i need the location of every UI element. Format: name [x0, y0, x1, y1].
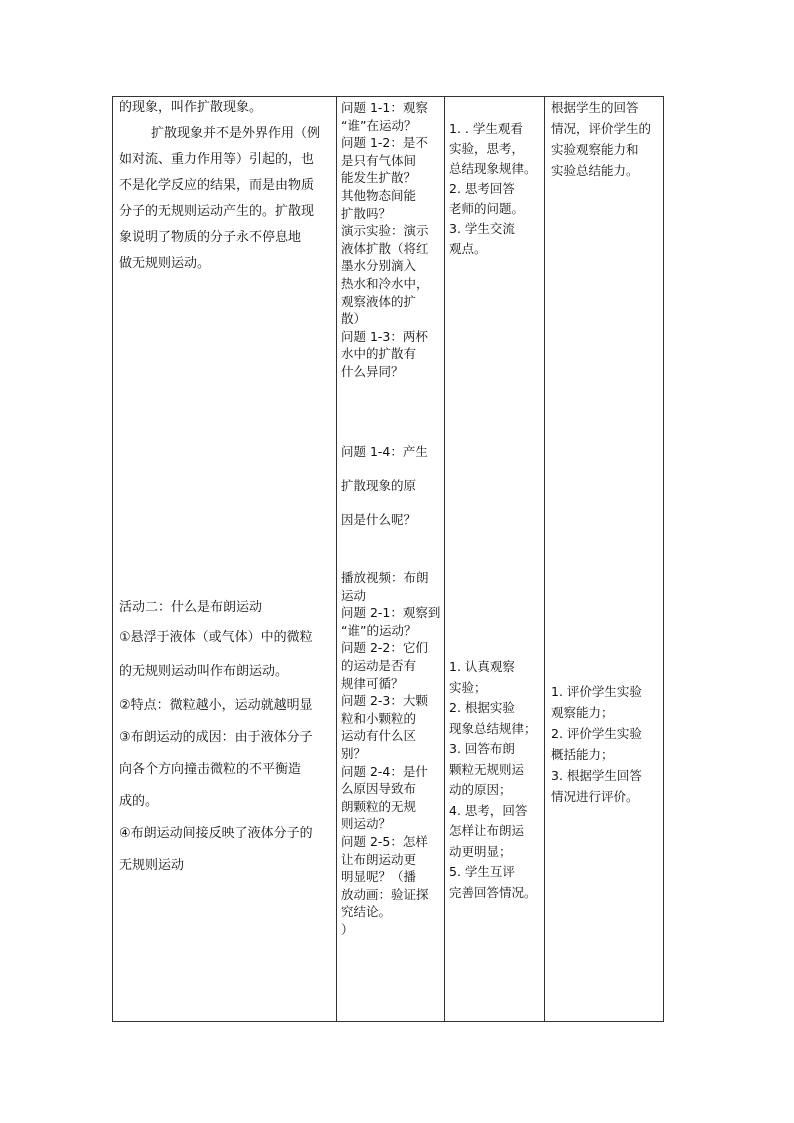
student-line: 3. 回答布朗	[449, 741, 515, 756]
question-line: 扩散吗？	[341, 205, 392, 221]
student-line: 观点。	[449, 241, 487, 256]
video-line: 播放视频：布朗	[341, 570, 429, 585]
student-line: 完善回答情况。	[449, 884, 537, 900]
question-line: 问题 2-3：大颗	[341, 693, 428, 709]
student-line: 现象总结规律；	[449, 720, 537, 736]
question-line: 是只有气体间	[341, 152, 417, 168]
question-line: 放动画：验证探	[341, 886, 429, 902]
content-column	[119, 97, 333, 1021]
student-line: 颗粒无规则运	[449, 761, 525, 777]
question-line: 什么异同？	[341, 363, 404, 379]
question-line: 的运动是否有	[341, 657, 417, 673]
assessment-line: 3. 根据学生回答	[551, 768, 642, 783]
content-line: 如对流、重力作用等）引起的，也	[119, 152, 315, 167]
question-line: 因是什么呢？	[341, 512, 417, 527]
question-line: 问题 2-1：观察到	[341, 605, 441, 621]
question-line: 运动有什么区	[341, 728, 417, 744]
student-line: 3. 学生交流	[449, 221, 515, 236]
assessment-line: 1. 评价学生实验	[551, 684, 642, 699]
question-line: 则运动？	[341, 816, 392, 832]
question-line: 让布朗运动更	[341, 851, 417, 867]
content-line: 象说明了物质的分子永不停息地	[119, 230, 302, 245]
activity-heading: 活动二：什么是布朗运动	[119, 600, 263, 615]
student-line: 2. 思考回答	[449, 181, 515, 196]
assessment-line: 实验总结能力。	[551, 163, 639, 178]
student-line: 怎样让布朗运	[449, 823, 525, 838]
content-line: 向各个方向撞击微粒的不平衡造	[119, 762, 302, 777]
content-line: 无规则运动	[119, 858, 185, 873]
question-line: “谁”的运动？	[341, 622, 417, 638]
content-line: ④布朗运动间接反映了液体分子的	[119, 826, 313, 841]
content-line: 扩散现象并不是外界作用（例	[151, 126, 321, 141]
teacher-activity-block-1	[341, 99, 429, 381]
question-line: 水中的扩散有	[341, 346, 417, 362]
demo-line: 墨水分别滴入	[341, 258, 417, 274]
content-line: 做无规则运动。	[119, 256, 211, 271]
demo-line: 液体扩散（将红	[341, 240, 429, 256]
student-line: 实验；	[449, 679, 487, 695]
question-line: 问题 1-3：两杯	[341, 328, 428, 344]
student-line: 5. 学生互评	[449, 864, 515, 879]
assessment-line: 2. 评价学生实验	[551, 726, 642, 741]
question-line: 问题 2-4：是什	[341, 763, 428, 779]
question-line: 其他物态间能	[341, 187, 417, 203]
video-line: 运动	[341, 587, 367, 603]
question-line: 究结论。	[341, 904, 392, 920]
question-line: 么原因导致布	[341, 781, 417, 797]
content-line: 的无规则运动叫作布朗运动。	[119, 664, 289, 679]
assessment-column	[551, 97, 663, 1021]
question-line: 规律可循？	[341, 675, 404, 691]
demo-line: 热水和冷水中，	[341, 275, 429, 291]
question-line: 问题 1-1：观察	[341, 100, 428, 115]
demo-line: 散）	[341, 311, 367, 327]
content-line: ②特点：微粒越小，运动就越明显	[119, 698, 313, 713]
teacher-activity-block-1b	[341, 435, 428, 537]
content-line: 的现象，叫作扩散现象。	[119, 100, 263, 115]
demo-line: 观察液体的扩	[341, 293, 417, 309]
lesson-table	[112, 96, 664, 1022]
assessment-line: 观察能力；	[551, 705, 614, 720]
question-line: 能发生扩散？	[341, 170, 417, 186]
student-line: 总结现象规律。	[449, 161, 537, 176]
assessment-block-2	[551, 681, 642, 807]
question-line: 问题 1-4：产生	[341, 444, 428, 459]
assessment-line: 情况进行评价。	[551, 789, 639, 804]
column-divider	[544, 97, 545, 1021]
question-line: 扩散现象的原	[341, 478, 417, 493]
content-line: 不是化学反应的结果，而是由物质	[119, 178, 315, 193]
question-line: “谁”在运动？	[341, 117, 417, 133]
question-line: 问题 1-2：是不	[341, 135, 428, 151]
question-line: 粒和小颗粒的	[341, 710, 417, 726]
column-divider	[444, 97, 445, 1021]
assessment-block-1	[551, 97, 651, 181]
student-line: 1. 认真观察	[449, 659, 515, 674]
student-line: 实验，思考，	[449, 141, 525, 156]
student-line: 动的原因；	[449, 782, 512, 797]
question-line: 别？	[341, 745, 367, 761]
student-activity-block-2	[449, 657, 537, 903]
student-line: 2. 根据实验	[449, 700, 515, 715]
demo-line: 演示实验：演示	[341, 223, 429, 239]
student-line: 4. 思考，回答	[449, 802, 528, 818]
content-line: 成的。	[119, 794, 159, 809]
assessment-line: 情况，评价学生的	[551, 121, 652, 136]
assessment-line: 实验观察能力和	[551, 142, 639, 157]
assessment-line: 根据学生的回答	[551, 100, 639, 115]
question-line: ）	[341, 921, 354, 937]
question-line: 问题 2-2：它们	[341, 640, 428, 656]
teacher-activity-column	[341, 97, 441, 1021]
question-line: 朗颗粒的无规	[341, 798, 417, 814]
assessment-line: 概括能力；	[551, 747, 614, 762]
question-line: 明显呢？（播	[341, 869, 417, 885]
content-line: ③布朗运动的成因：由于液体分子	[119, 730, 313, 745]
content-line: 分子的无规则运动产生的。扩散现	[119, 204, 315, 219]
column-divider	[336, 97, 337, 1021]
student-activity-block-1	[449, 119, 537, 259]
student-line: 1. . 学生观看	[449, 121, 523, 136]
question-line: 问题 2-5：怎样	[341, 833, 428, 849]
student-activity-column	[449, 97, 543, 1021]
student-line: 动更明显；	[449, 843, 512, 859]
student-line: 老师的问题。	[449, 201, 525, 216]
content-line: ①悬浮于液体（或气体）中的微粒	[119, 630, 313, 645]
teacher-activity-block-2	[341, 569, 440, 938]
